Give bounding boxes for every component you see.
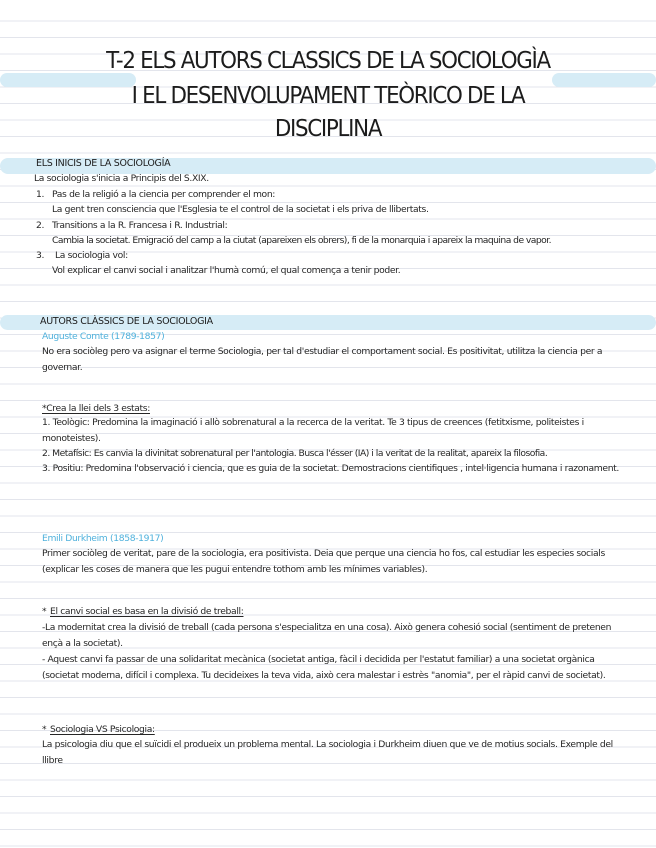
comte-law-3: 3. Positiu: Predomina l'observació i ciencia, que es guia de la societat. Demostracions cientifiques , intel·ligencia humana i razonament. bbox=[42, 463, 619, 474]
comte-law-title: *Crea la llei dels 3 estats: bbox=[42, 403, 150, 414]
section1-item2-num: 2. bbox=[36, 220, 45, 231]
page-title-line1: T-2 ELS AUTORS CLASSICS DE LA SOCIOLOGÌA bbox=[106, 48, 550, 74]
section1-item2-body: Cambia la societat. Emigració del camp a la ciutat (apareixen els obrers), fi de la monarquia i apareix la maquina de vapor. bbox=[52, 235, 551, 246]
page-title-line2: I EL DESENVOLUPAMENT TEÒRICO DE LA bbox=[131, 83, 525, 109]
durkheim-name: Emili Durkheim (1858-1917) bbox=[42, 533, 164, 544]
comte-law-2: 2. Metafísic: Es canvia la divinitat sobrenatural per l'antologia. Busca l'ésser (IA) i la veritat de la realitat, apareix la filosofia. bbox=[42, 448, 548, 459]
section1-item1-num: 1. bbox=[36, 189, 45, 200]
durkheim-vs-body: La psicologia diu que el suïcidi el produeix un problema mental. La sociologia i Durkheim diuen que ve de motius socials. Exemple del llibre bbox=[42, 739, 613, 766]
durkheim-division-item2: - Aquest canvi fa passar de una solidaritat mecànica (societat antiga, fàcil i decidida per l'estatut familiar) a una societat orgànica (societat moderna, difícil i complexa. Tu decideixes la teva vida, això cera malestar i estrès "anomia", per el ràpid canvi de societat). bbox=[42, 654, 606, 681]
section1-heading: ELS INICIS DE LA SOCIOLOGÍA bbox=[36, 158, 171, 169]
section1-item1-title: Pas de la religió a la ciencia per comprender el mon: bbox=[52, 189, 276, 200]
section1-item2-title: Transitions a la R. Francesa i R. Industrial: bbox=[52, 220, 228, 231]
section1-item3-body: Vol explicar el canvi social i analitzar l'humà comú, el qual comença a tenir poder. bbox=[52, 265, 401, 276]
section1-item3-title: La sociologia vol: bbox=[55, 250, 128, 261]
comte-name: Auguste Comte (1789-1857) bbox=[42, 331, 165, 342]
comte-law-1: 1. Teològic: Predomina la imaginació i allò sobrenatural a la recerca de la veritat. Te 3 tipus de creences (fetitxisme, politeistes i monoteistes). bbox=[42, 417, 584, 444]
section1-intro: La sociologia s'inicia a Principis del S.XIX. bbox=[34, 173, 209, 184]
durkheim-vs-title: Sociologia VS Psicologia: bbox=[50, 724, 155, 735]
page-title-line3: DISCIPLINA bbox=[274, 116, 382, 142]
durkheim-description: Primer sociòleg de veritat, pare de la sociologia, era positivista. Deia que perque una ciencia ho fos, cal estudiar les especies socials (explicar les coses de manera que les pugui entendre tothom amb les mínimes variables). bbox=[42, 548, 605, 575]
section2-heading: AUTORS CLÀSSICS DE LA SOCIOLOGIA bbox=[40, 316, 213, 327]
section1-item3-num: 3. bbox=[36, 250, 45, 261]
durkheim-division-star: * bbox=[42, 606, 47, 617]
durkheim-division-title: El canvi social es basa en la divisió de treball: bbox=[50, 606, 244, 617]
comte-description: No era sociòleg pero va asignar el terme Sociologia, per tal d'estudiar el comportament social. Es positivitat, utilitza la ciencia per a governar. bbox=[42, 346, 603, 373]
durkheim-vs-star: * bbox=[42, 724, 47, 735]
section1-item1-body: La gent tren consciencia que l'Esglesia te el control de la societat i els priva de llibertats. bbox=[52, 204, 429, 215]
durkheim-division-item1: -La modernitat crea la divisió de treball (cada persona s'especialitza en una cosa). Això genera cohesió social (sentiment de pretenen ençà a la societat). bbox=[42, 622, 612, 649]
